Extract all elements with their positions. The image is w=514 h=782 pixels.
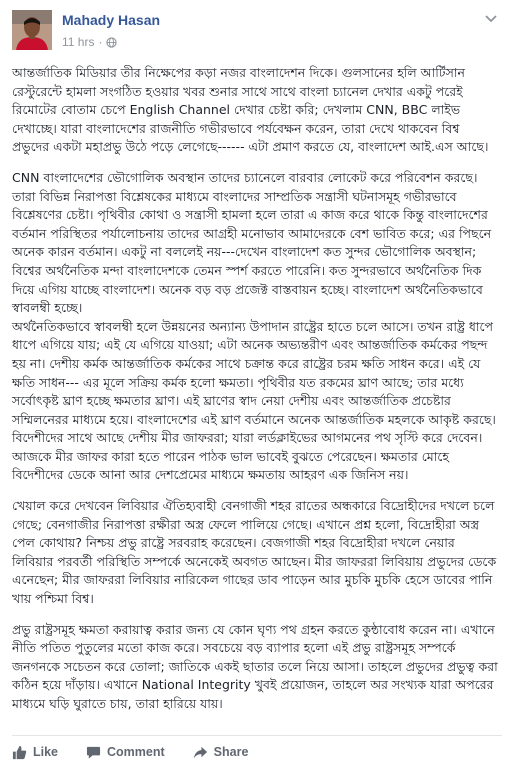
globe-icon bbox=[106, 37, 117, 48]
like-button[interactable] bbox=[12, 745, 58, 760]
post-actions bbox=[12, 741, 248, 763]
actions-divider bbox=[12, 735, 502, 736]
avatar-photo bbox=[12, 10, 52, 50]
comment-icon bbox=[86, 745, 101, 760]
post-paragraph-1: আন্তর্জাতিক মিডিয়ার তীর নিক্ষেপের কড়া নজর বাংলাদেশন দিকে। গুলসানের হলি আর্টিসান রেস্টুরেন্টে হামলা সংগঠিত হওয়ার খবর শুনার সাথে সাথে বাংলা চ্যানেল দেখার একটু পরেই রিমোটের বোতাম চেপে English Channel দেখার চেষ্টা করি; দেখলাম CNN, BBC লাইভ দেখাচ্ছে। যারা বাংলাদেশের রাজনীতি গভীরভাবে পর্যবেক্ষন করেন, তারা দেখে থাকবেন বিশ্ব প্রভুদের একটা মহাপ্রভু উঠে পড়ে লেগেছে------ এটা প্রমাণ করতে যে, বাংলাদেশ আই.এস আছে। bbox=[12, 65, 489, 155]
post-paragraph-5: প্রভু রাষ্ট্রসমূহ ক্ষমতা করায়াত্ব করার জন্য যে কোন ঘৃণ্য পথ গ্রহন করতে কুন্ঠাবোধ করেন না। এখানে নীতি পতিত পুতুলের মতো কাজ করে। সবচেয়ে বড় ব্যাপার হলো এই প্রভু রাষ্ট্রসমূহ সম্পর্কে জনগনকে সচেতন করে তোলা; জাতিকে একই ছাতার তলে নিয়ে আসা। তাহলে প্রভুদের প্রভুত্ব করা কঠিন হয়ে দাঁড়ায়। এখানে National Integrity খুবই প্রয়োজন, তাহলে অর সংখ্যক যারা অপরের মাধ্যমে ঘড়ি ঘুরাতে চায়, তারা হারিয়ে যায়। bbox=[12, 621, 498, 711]
post-paragraph-2: CNN বাংলাদেশের ভৌগোলিক অবস্থান তাদের চ্যানেলে বারবার লোকেট করে পরিবেশন করছে। তারা বিভিন্ন নিরাপত্তা বিশ্লেষকের মাধ্যমে বাংলাদের সাম্প্রতিক সন্ত্রাসী ঘটনাসমূহ গভীরভাবে বিশ্লেষণের চেষ্টা। পৃথিবীর কোথা ও সন্ত্রাসী হামলা হলে তারা এ কাজ করে থাকে কিন্তু বাংলাদেশের বর্তমান পরিস্থিতর পর্যালোচনায় তাদের আগ্রহী মনোভাব আমাদেরকে বেশ ভাবিত করে; এর পিছনে অনেক কারন বর্তমান। একটু না বললেই নয়---দেখেন বাংলাদেশ কত সুন্দর ভৌগোলিক অবস্থান; বিশ্বের অর্থনৈতিক মন্দা বাংলাদেশকে তেমন স্পর্শ করতে পারেনি। কত সুন্দরভাবে অর্থনৈতিক দিক দিয়ে এগিয় যাচ্ছে বাংলাদেশ। অনেক বড় বড় প্রজেক্ট বাস্তবায়ন হচ্ছে। বাংলাদেশ অর্থনৈতিকভাবে স্বাবলম্বী হচ্ছে। bbox=[12, 169, 492, 316]
share-arrow-icon bbox=[193, 745, 208, 760]
author-avatar[interactable] bbox=[12, 10, 52, 50]
share-label: Share bbox=[213, 745, 249, 759]
post-body bbox=[12, 64, 500, 714]
like-label: Like bbox=[33, 745, 59, 759]
post-meta bbox=[62, 35, 117, 49]
post-timestamp[interactable]: 11 hrs bbox=[62, 35, 95, 49]
post-paragraph-3: অর্থনৈতিকভাবে স্বাবলম্বী হলে উন্নয়নের অন্যান্য উপাদান রাষ্ট্রের হাতে চলে আসে। তখন রাষ্ট্র ধাপে ধাপে এগিয়ে যায়; এই যে এগিয়ে যাওয়া; এটা অনেক অভ্যন্তরীণ এবং আন্তর্জাতিক কর্মকের পছন্দ হয় না। দেশীয় কর্মক আন্তর্জাতিক কর্মকের সাথে চক্রান্ত করে রাষ্ট্রের চরম ক্ষতি সাধন করে। এই যে ক্ষতি সাধন--- এর মূলে সক্রিয় কর্মক হলো ক্ষমতা। পৃথিবীর যত রকমের ঘ্রাণ আছে; তার মধ্যে সর্বোৎকৃষ্ট ঘ্রাণ হচ্ছে ক্ষমতার ঘ্রাণ। এই ঘ্রাণের স্বাদ নেয়া দেশীয় এবং আন্তর্জাতিক প্রচেষ্টার সম্মিলনেরর মাধ্যমে হয়ে। বাংলাদেশের এই ঘ্রাণ বর্তমানে অনেক আন্তর্জাতিক মহলকে আকৃষ্ট করছে। বিদেশীদের সাথে আছে দেশীয় মীর জাফররা; যারা লর্ডক্লাইভের আগমনের পথ সৃস্টি করে দেবেন। আজকে মীর জাফর কারা হতে পারেন পাঠক ভাল ভাবেই বুঝতে পেরেছেন। ক্ষমতার মোহে বিদেশীদের ডেকে আনা আর দেশপ্রেমের মাধ্যমে ক্ষমতায় আহরণ এক জিনিস নয়। bbox=[12, 318, 496, 483]
meta-separator: · bbox=[98, 35, 103, 49]
thumbs-up-icon bbox=[12, 745, 27, 760]
author-name[interactable]: Mahady Hasan bbox=[62, 12, 161, 28]
comment-button[interactable] bbox=[86, 745, 165, 760]
share-button[interactable] bbox=[193, 745, 249, 760]
comment-label: Comment bbox=[107, 745, 165, 759]
chevron-down-icon[interactable] bbox=[484, 12, 498, 26]
post-paragraph-4: খেয়াল করে দেখবেন লিবিয়ার ঐতিহ্যবাহী বেনগাজী শহর রাতের অন্ধকারে বিদ্রোহীদের দখলে চলে গেছে; বেনগাজীর নিরাপত্তা রক্ষীরা অস্ত্র ফেলে পালিয়ে গেছে। এখানে প্রশ্ন হলো, বিদ্রোহীরা অস্ত্র পেল কোথায়? নিশ্চয় প্রভু রাষ্ট্রে সরবরাহ করেছেন। বেজগাজী শহর বিদ্রোহীরা দখলে নেয়ার লিবিয়ার পরবর্তী পরিস্থিতি সম্পর্কে অনেকেই অবগত আছেন। মীর জাফররা লিবিয়ায় প্রভুদের ডেকে এনেছেন; মীর জাফররা লিবিয়ার নারিকেল গাছের ডাব পাড়েন আর মুচকি মুচকি হেসে ডাবের পানি খায় পশ্চিমা বিশ্ব। bbox=[12, 498, 497, 607]
